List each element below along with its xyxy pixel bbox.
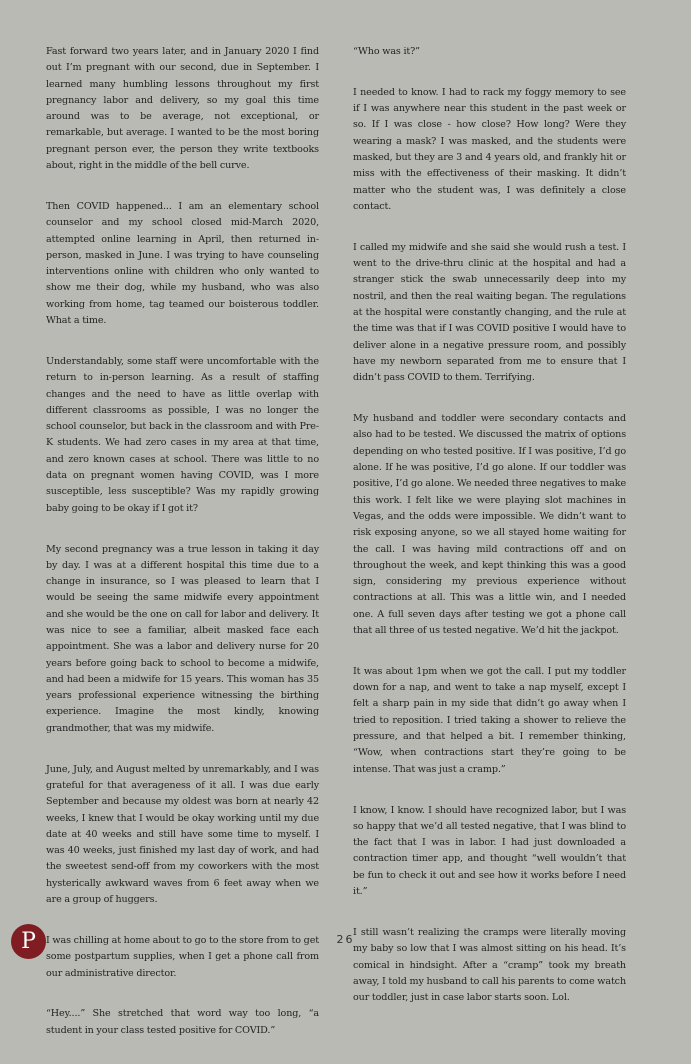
paragraph: Then COVID happened... I am an elementary school counselor and my school closed mid-March 2020, attempted online learning in April, then returned in-person, masked in June. I was trying to have counseling interventions online with children who only wanted to show me their dog, while my husband, who was also working from home, tag teamed our boisterous toddler. What a time.	[46, 200, 319, 327]
paragraph: Understandably, some staff were uncomfortable with the return to in-person learning. As a result of staffing changes and the need to have as little overlap with different classrooms as possible, I was no longer the school counselor, but back in the classroom and with Pre-K students. We had zero cases in my area at that time, and zero known cases at school. There was little to no data on pregnant women having COVID, was I more susceptible, less susceptible? Was my rapidly growing baby going to be okay if I got it?	[46, 355, 319, 514]
paragraph: I still wasn’t realizing the cramps were literally moving my baby so low that I was almost sitting on his head. It’s comical in hindsight. After a “cramp” took my breath away, I told my husband to call his parents to come watch our toddler, just in case labor starts soon. Lol.	[353, 926, 626, 1004]
paragraph: “Hey....” She stretched that word way too long, “a student in your class tested positive for COVID.”	[46, 1008, 319, 1036]
paragraph: It was about 1pm when we got the call. I put my toddler down for a nap, and went to take a nap myself, except I felt a sharp pain in my side that didn’t go away when I tried to reposition. I tried taking a shower to relieve the pressure, and that helped a bit. I remember thinking, “Wow, when contractions start they’re going to be intense. That was just a cramp.”	[353, 665, 626, 775]
paragraph: My second pregnancy was a true lesson in taking it day by day. I was at a different hospital this time due to a change in insurance, so I was pleased to learn that I would be seeing the same midwife every appointment and she would be the one on call for labor and delivery. It was nice to see a familiar, albeit masked face each appointment. She was a labor and delivery nurse for 20 years before going back to school to become a midwife, and had been a midwife for 15 years. This woman has 35 years professional experience witnessing the birthing experience. Imagine the most kindly, knowing grandmother, that was my midwife.	[46, 543, 319, 734]
paragraph: “Who was it?”	[353, 46, 420, 57]
paragraph: June, July, and August melted by unremarkably, and I was grateful for that averageness of it all. I was due early September and because my oldest was born at nearly 42 weeks, I knew that I would be okay working until my due date at 40 weeks and still have some time to myself. I was 40 weeks, just finished my last day of work, and had the sweetest send-off from my coworkers with the most hysterically awkward waves from 6 feet away when we are a group of huggers.	[46, 763, 319, 906]
page-number: 26	[336, 933, 355, 946]
paragraph: Fast forward two years later, and in January 2020 I find out I’m pregnant with our second, due in September. I learned many humbling lessons throughout my first pregnancy labor and delivery, so my goal this time around was to be average, not exceptional, or remarkable, but average. I wanted to be the most boring pregnant person ever, the person they write textbooks about, right in the middle of the bell curve.	[46, 46, 319, 172]
left-column	[46, 44, 319, 1064]
paragraph: I know, I know. I should have recognized labor, but I was so happy that we’d all tested negative, that I was blind to the fact that I was in labor. I had just downloaded a contraction timer app, and thought “well wouldn’t that be fun to check it out and see how it works before I need it.”	[353, 804, 626, 898]
publisher-logo-icon: P	[11, 924, 46, 959]
right-column	[353, 44, 626, 1031]
paragraph: I called my midwife and she said she would rush a test. I went to the drive-thru clinic at the hospital and had a stranger stick the swab unnecessarily deep into my nostril, and then the real waiting began. The regulations at the hospital were constantly changing, and the rule at the time was that if I was COVID positive I would have to deliver alone in a negative pressure room, and possibly have my newborn separated from me to ensure that I didn’t pass COVID to them. Terrifying.	[353, 241, 626, 384]
paragraph: I needed to know. I had to rack my foggy memory to see if I was anywhere near this student in the past week or so. If I was close - how close? How long? Were they wearing a mask? I was masked, and the students were masked, but they are 3 and 4 years old, and frankly hit or miss with the effectiveness of their masking. It didn’t matter who the student was, I was definitely a close contact.	[353, 86, 626, 212]
paragraph: My husband and toddler were secondary contacts and also had to be tested. We discussed the matrix of options depending on who tested positive. If I was positive, I’d go alone. If he was positive, I’d go alone. If our toddler was positive, I’d go alone. We needed three negatives to make this work. I felt like we were playing slot machines in Vegas, and the odds were impossible. We didn’t want to risk exposing anyone, so we all stayed home waiting for the call. I was having mild contractions off and on throughout the week, and kept thinking this was a good sign, considering my previous experience without contractions at all. This was a little win, and I needed one. A full seven days after testing we got a phone call that all three of us tested negative. We’d hit the jackpot.	[353, 413, 626, 636]
paragraph: I was chilling at home about to go to the store from to get some postpartum supplies, when I get a phone call from our administrative director.	[46, 934, 319, 979]
